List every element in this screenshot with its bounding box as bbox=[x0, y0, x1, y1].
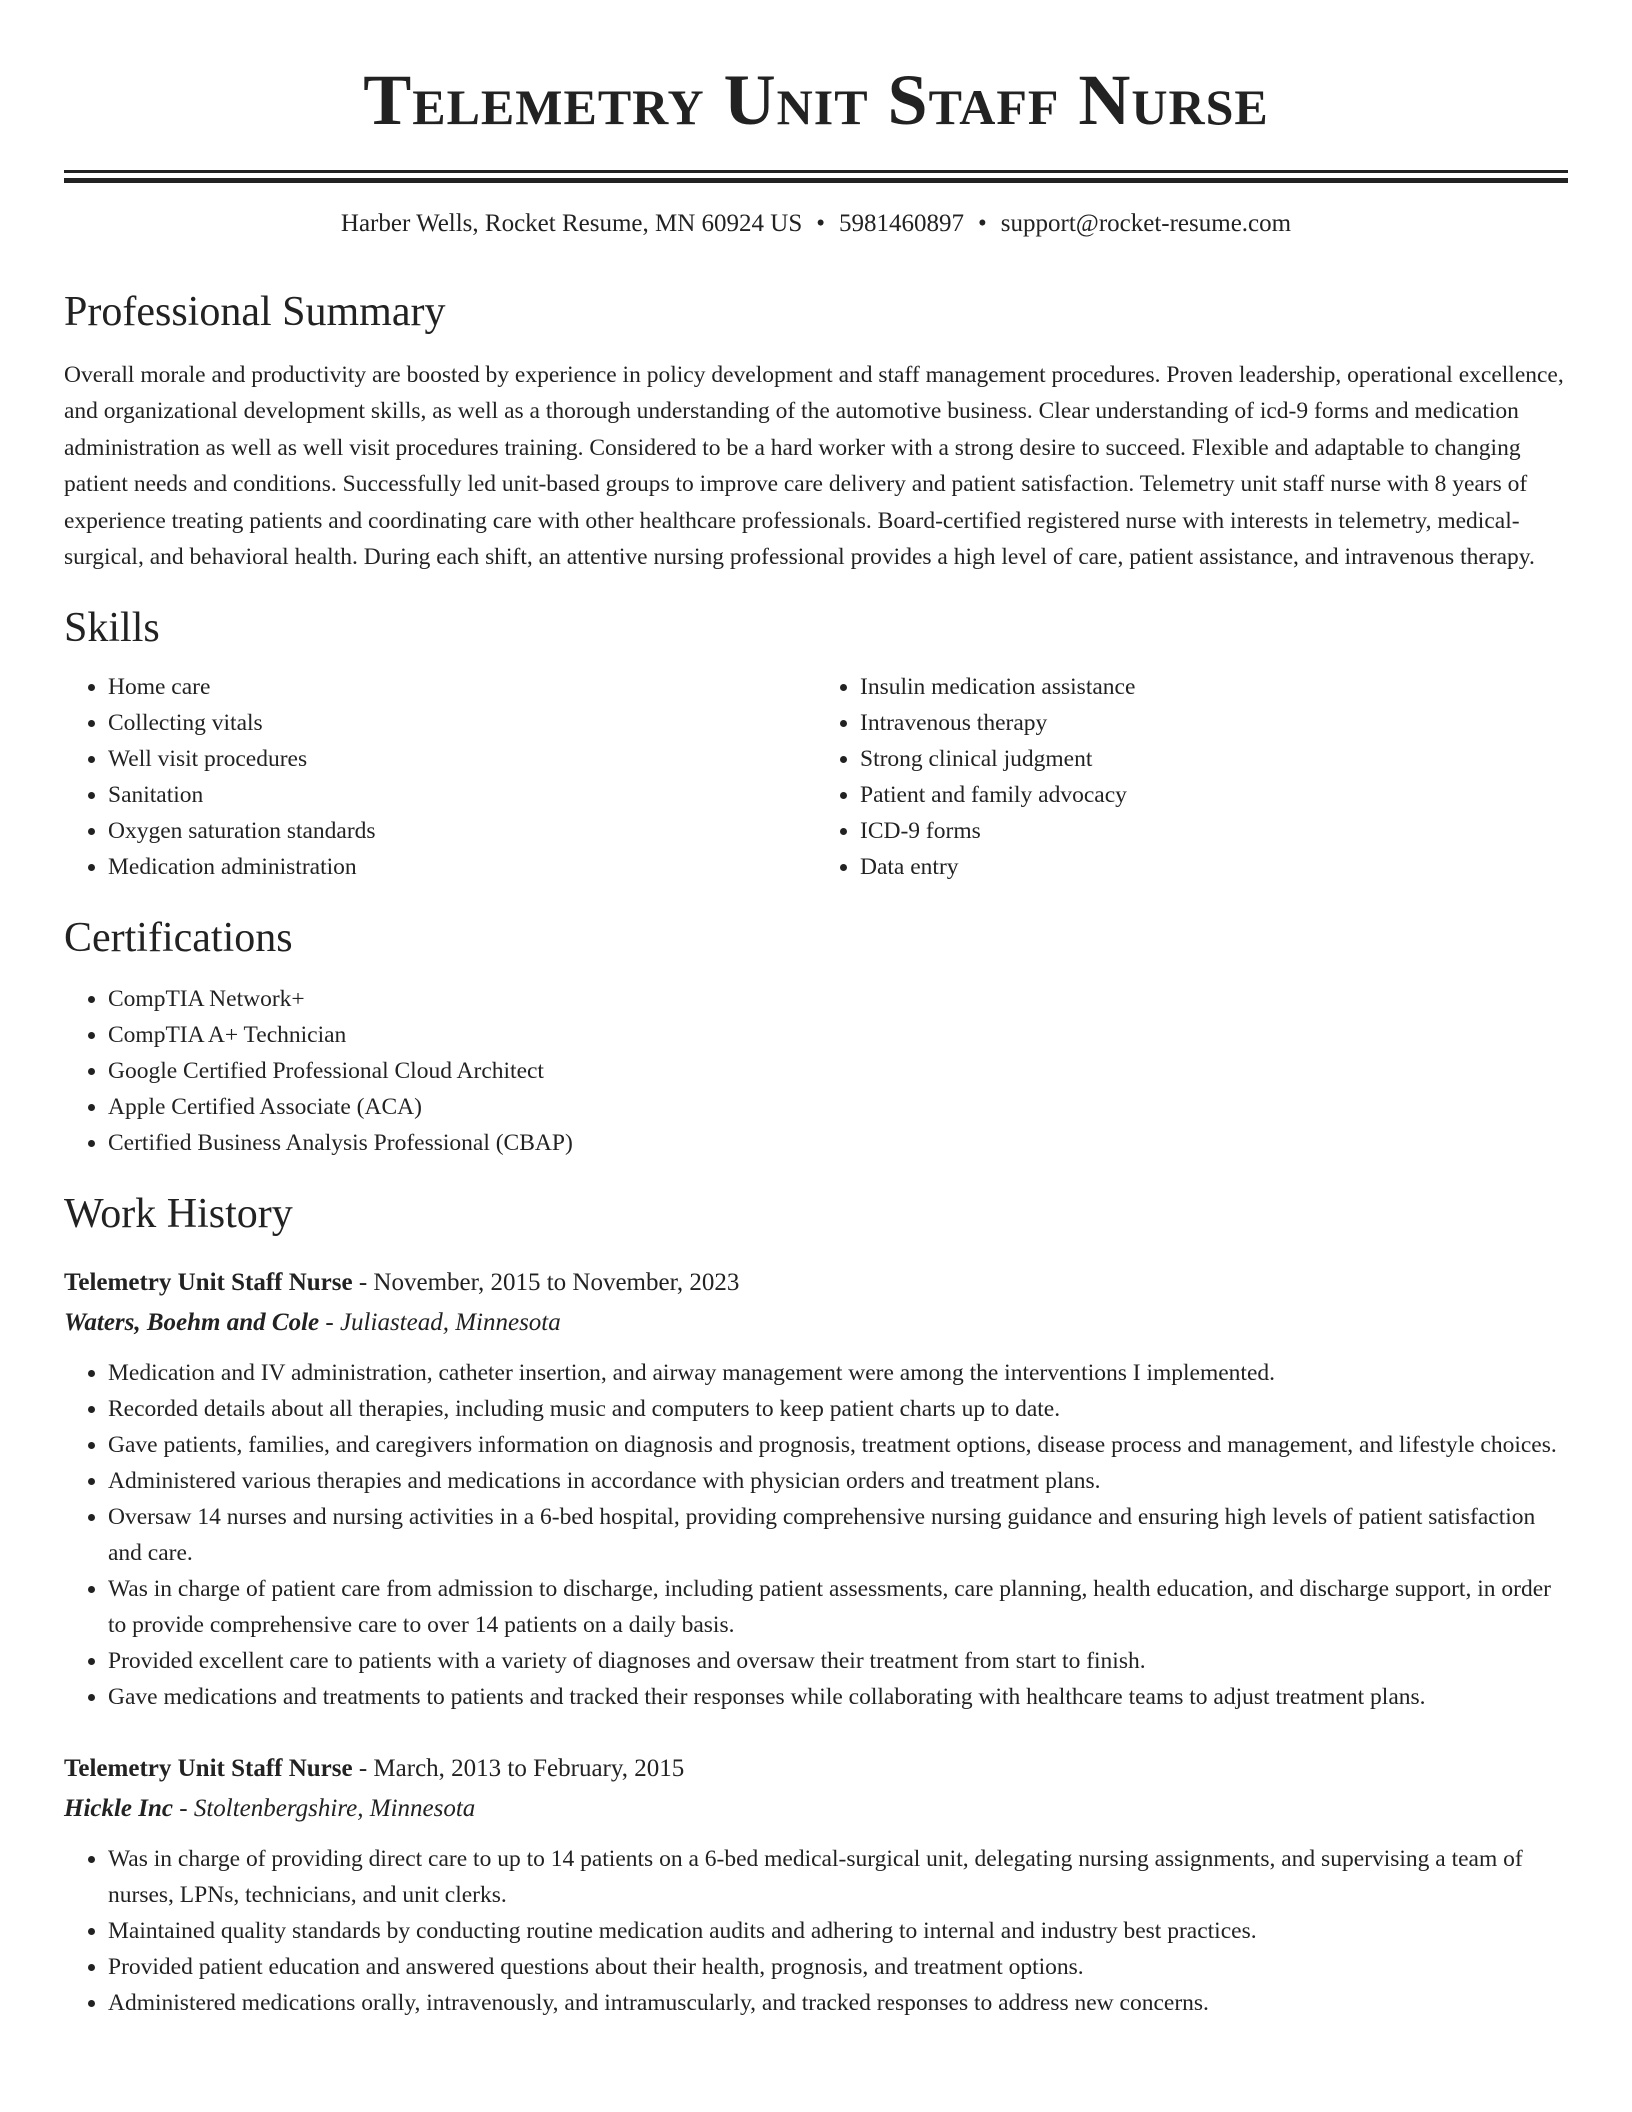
work-history-heading: Work History bbox=[64, 1191, 293, 1238]
skill-item: • Oxygen saturation standards bbox=[108, 813, 816, 849]
contact-line bbox=[64, 207, 1568, 241]
skill-item: • Sanitation bbox=[108, 777, 816, 813]
job-title: Telemetry Unit Staff Nurse bbox=[64, 1269, 353, 1297]
job-bullet: • Oversaw 14 nurses and nursing activities in a 6-bed hospital, providing comprehensive nursing guidance and ensuring high levels of patient satisfaction and care. bbox=[108, 1499, 1568, 1571]
contact-separator: • bbox=[816, 210, 826, 237]
contact-address: Harber Wells, Rocket Resume, MN 60924 US bbox=[340, 210, 803, 237]
skill-item: • Intravenous therapy bbox=[860, 705, 1568, 741]
skills-list-left bbox=[64, 669, 816, 885]
certification-item: • CompTIA A+ Technician bbox=[108, 1017, 1568, 1053]
contact-phone: 5981460897 bbox=[839, 210, 965, 237]
certification-item: • CompTIA Network+ bbox=[108, 981, 1568, 1017]
skills-list-right bbox=[816, 669, 1568, 885]
job-bullet: • Provided excellent care to patients with a variety of diagnoses and oversaw their treatment from start to finish. bbox=[108, 1643, 1568, 1679]
job-entry bbox=[64, 1749, 1568, 2021]
job-bullet: • Was in charge of providing direct care to up to 14 patients on a 6-bed medical-surgical unit, delegating nursing assignments, and supervising a team of nurses, LPNs, technicians, and unit clerks. bbox=[108, 1841, 1568, 1913]
certifications-list bbox=[64, 981, 1568, 1161]
certification-item: • Google Certified Professional Cloud Architect bbox=[108, 1053, 1568, 1089]
job-location: - Juliastead, Minnesota bbox=[319, 1309, 561, 1337]
skill-item: • Well visit procedures bbox=[108, 741, 816, 777]
summary-heading: Professional Summary bbox=[64, 289, 446, 335]
summary-text: Overall morale and productivity are boosted by experience in policy development and staff management procedures. Proven leadership, operational excellence, and organizational development skills, as well as a thorough understanding of the automotive business. Clear understanding of icd-9 forms and medication administration as well as well visit procedures training. Considered to be a hard worker with a strong desire to succeed. Flexible and adaptable to changing patient needs and conditions. Successfully led unit-based groups to improve care delivery and patient satisfaction. Telemetry unit staff nurse with 8 years of experience treating patients and coordinating care with other healthcare professionals. Board-certified registered nurse with interests in telemetry, medical-surgical, and behavioral health. During each shift, an attentive nursing professional provides a high level of care, patient assistance, and intravenous therapy. bbox=[64, 362, 1564, 571]
job-bullets bbox=[64, 1355, 1568, 1715]
job-bullet: • Provided patient education and answered questions about their health, prognosis, and treatment options. bbox=[108, 1949, 1568, 1985]
job-bullet: • Maintained quality standards by conducting routine medication audits and adhering to internal and industry best practices. bbox=[108, 1913, 1568, 1949]
contact-email: support@rocket-resume.com bbox=[1000, 210, 1292, 237]
page-title: Telemetry Unit Staff Nurse bbox=[363, 60, 1269, 140]
skill-item: • Patient and family advocacy bbox=[860, 777, 1568, 813]
summary-section bbox=[64, 287, 1568, 575]
skills-section bbox=[64, 603, 1568, 885]
certifications-heading: Certifications bbox=[64, 915, 293, 962]
job-header bbox=[64, 1749, 1568, 1789]
skill-item: • Data entry bbox=[860, 849, 1568, 885]
job-bullet: • Administered medications orally, intravenously, and intramuscularly, and tracked responses to address new concerns. bbox=[108, 1985, 1568, 2021]
job-bullet: • Was in charge of patient care from admission to discharge, including patient assessments, care planning, health education, and discharge support, in order to provide comprehensive care to over 14 patients on a daily basis. bbox=[108, 1571, 1568, 1643]
title-divider bbox=[64, 170, 1568, 183]
job-location: - Stoltenbergshire, Minnesota bbox=[173, 1795, 476, 1823]
certification-item: • Apple Certified Associate (ACA) bbox=[108, 1089, 1568, 1125]
work-history-section bbox=[64, 1189, 1568, 2021]
job-bullet: • Gave medications and treatments to patients and tracked their responses while collaborating with healthcare teams to adjust treatment plans. bbox=[108, 1679, 1568, 1715]
skill-item: • Strong clinical judgment bbox=[860, 741, 1568, 777]
skills-heading: Skills bbox=[64, 605, 160, 652]
job-dates: - March, 2013 to February, 2015 bbox=[352, 1755, 685, 1783]
certifications-section bbox=[64, 913, 1568, 1161]
job-employer bbox=[64, 1303, 1568, 1343]
contact-separator: • bbox=[978, 210, 987, 237]
job-entry bbox=[64, 1263, 1568, 1715]
certification-item: • Certified Business Analysis Professional (CBAP) bbox=[108, 1125, 1568, 1161]
skill-item: • Collecting vitals bbox=[108, 705, 816, 741]
job-bullet: • Gave patients, families, and caregivers information on diagnosis and prognosis, treatment options, disease process and management, and lifestyle choices. bbox=[108, 1427, 1568, 1463]
job-title: Telemetry Unit Staff Nurse bbox=[64, 1755, 353, 1783]
skill-item: • ICD-9 forms bbox=[860, 813, 1568, 849]
skill-item: • Insulin medication assistance bbox=[860, 669, 1568, 705]
job-header bbox=[64, 1263, 1568, 1303]
job-bullet: • Medication and IV administration, catheter insertion, and airway management were among the interventions I implemented. bbox=[108, 1355, 1568, 1391]
skill-item: • Medication administration bbox=[108, 849, 816, 885]
job-employer bbox=[64, 1789, 1568, 1829]
skills-grid bbox=[64, 669, 1568, 885]
job-company: Hickle Inc bbox=[64, 1795, 174, 1823]
resume-page bbox=[64, 0, 1568, 2021]
job-dates: - November, 2015 to November, 2023 bbox=[352, 1269, 740, 1297]
job-bullets bbox=[64, 1841, 1568, 2021]
job-bullet: • Recorded details about all therapies, including music and computers to keep patient charts up to date. bbox=[108, 1391, 1568, 1427]
skill-item: • Home care bbox=[108, 669, 816, 705]
job-bullet: • Administered various therapies and medications in accordance with physician orders and treatment plans. bbox=[108, 1463, 1568, 1499]
job-company: Waters, Boehm and Cole bbox=[64, 1309, 320, 1337]
